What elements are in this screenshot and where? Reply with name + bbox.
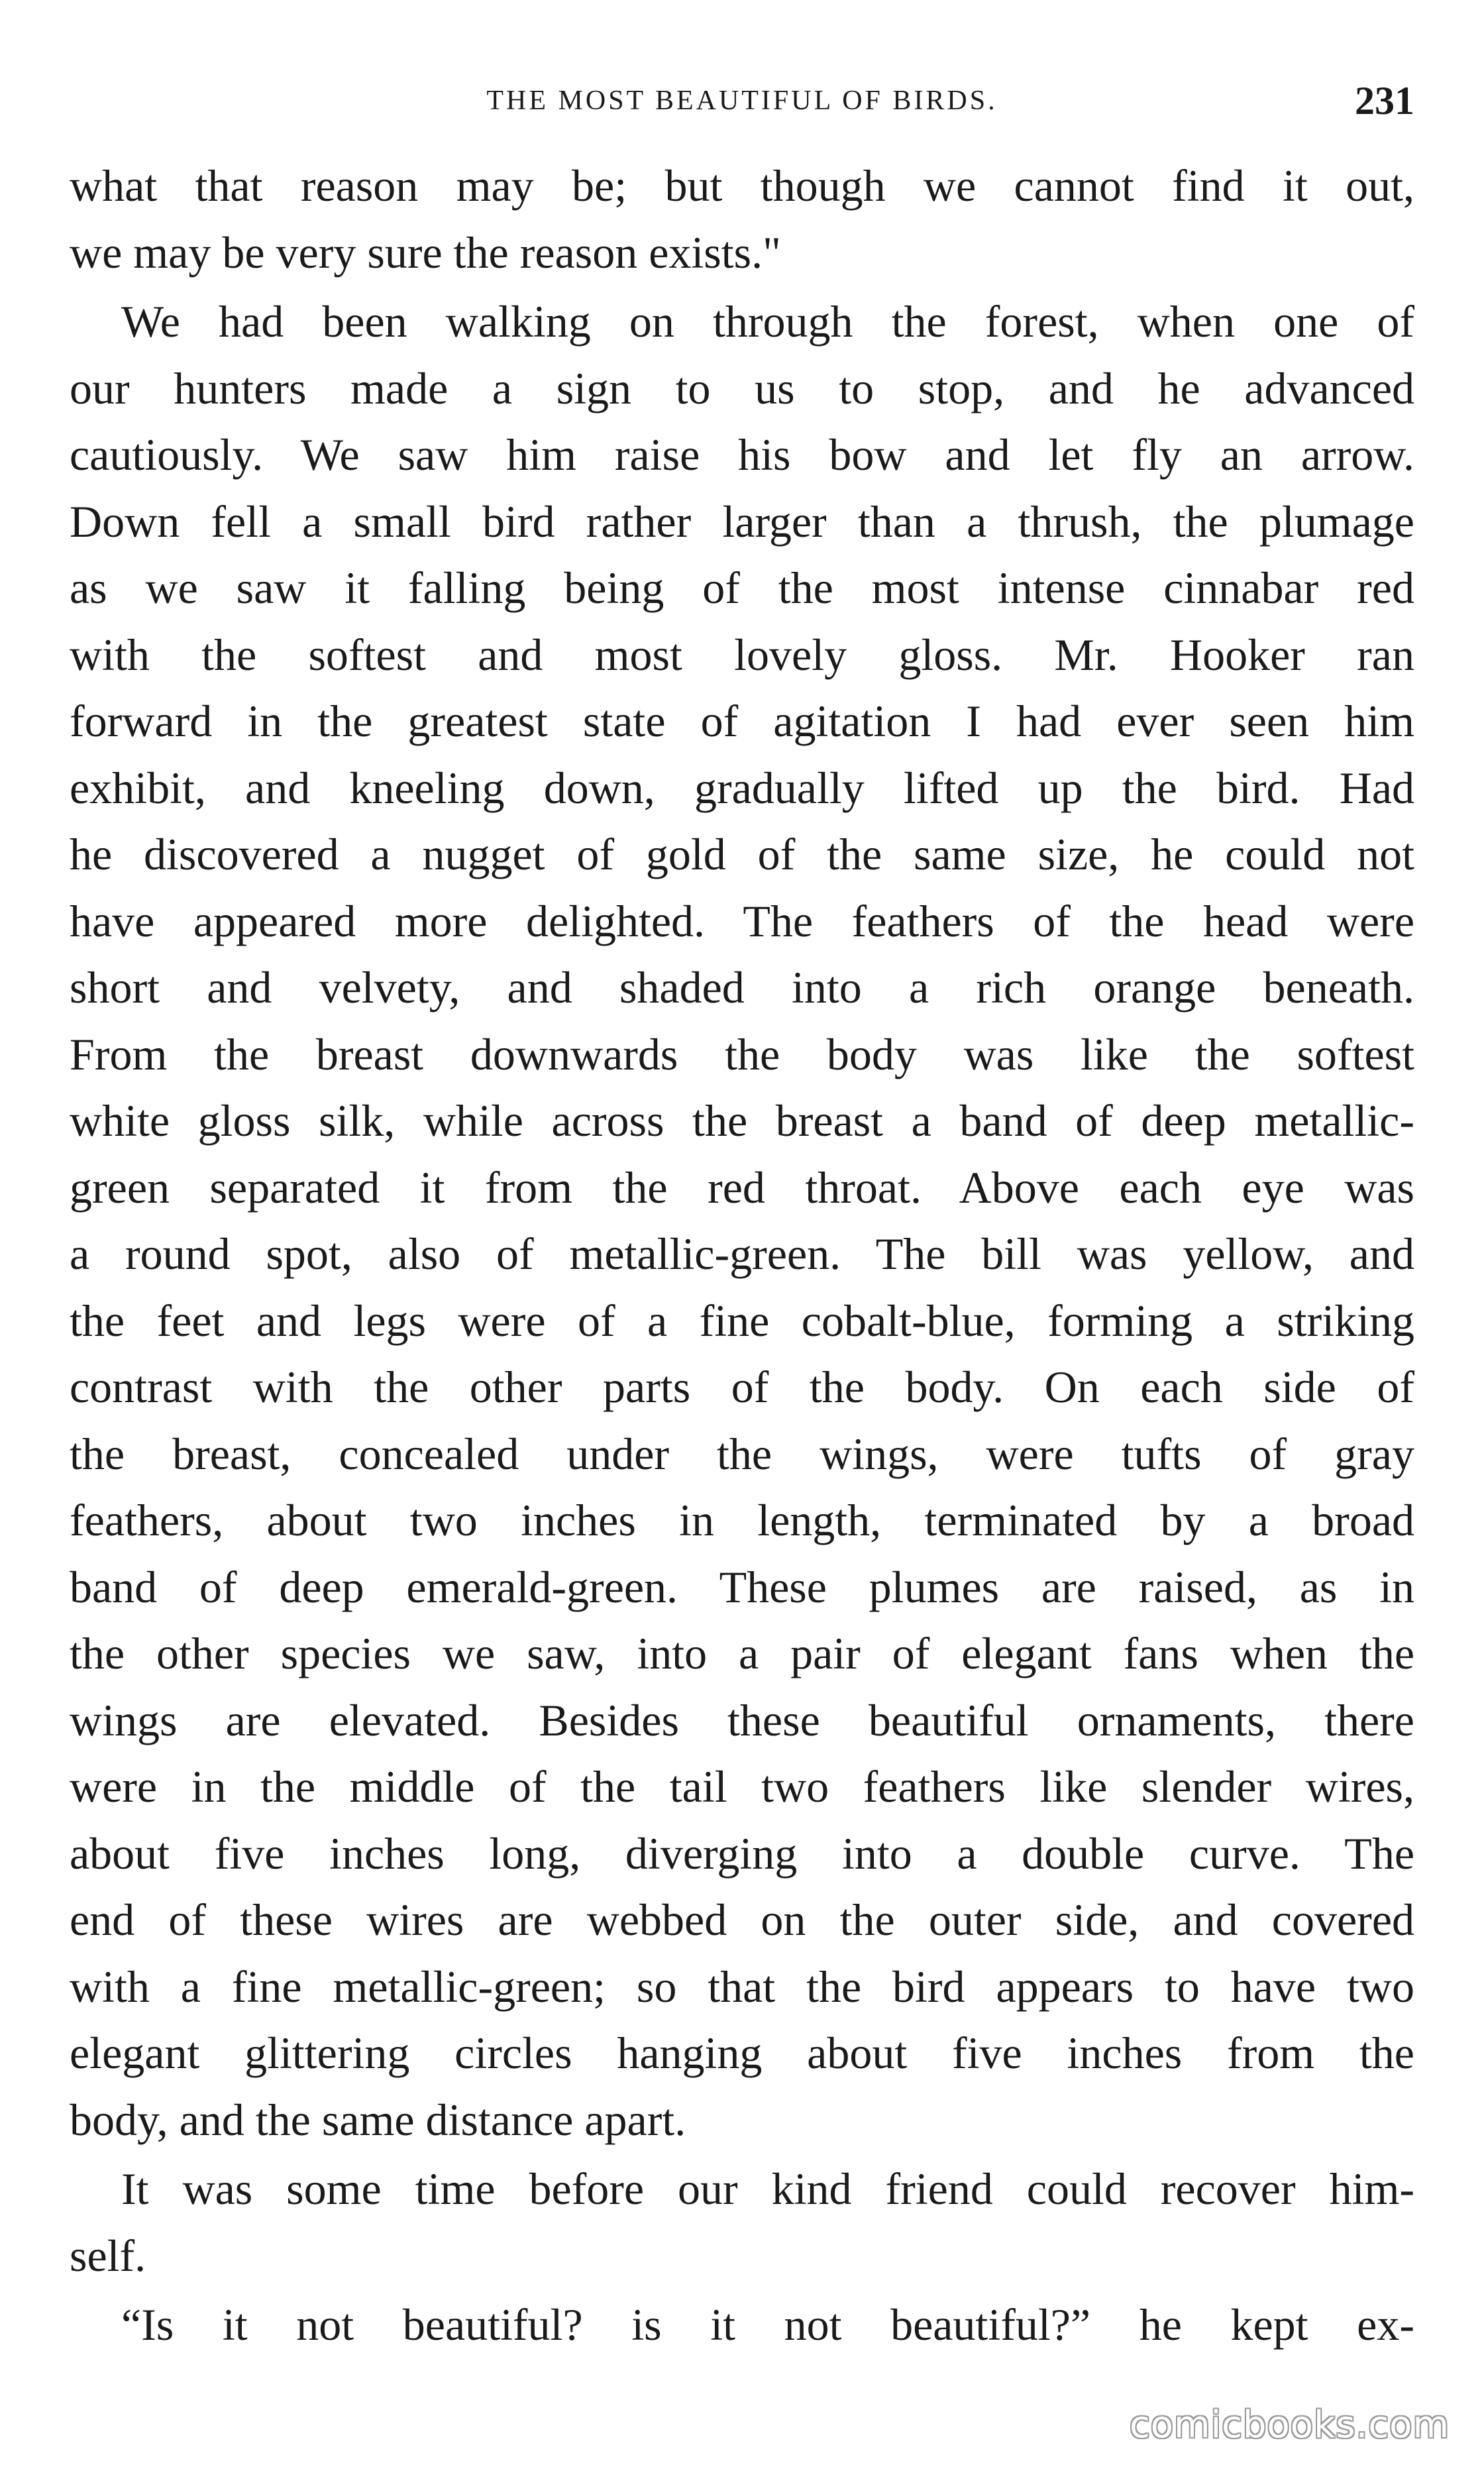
text-line: elegant glittering circles hanging about five inches from the [70,2028,1414,2078]
text-line: the other species we saw, into a pair of elegant fans when the [70,1628,1414,1678]
text-line: as we saw it falling being of the most intense cinnabar red [70,563,1414,613]
text-line: about five inches long, diverging into a double curve. The [70,1828,1414,1879]
text-line: he discovered a nugget of gold of the same size, he could not [70,829,1414,879]
text-line: Down fell a small bird rather larger than a thrush, the plumage [70,496,1414,547]
page-number: 231 [1355,79,1414,123]
watermark-logo: comicbooks.com [1129,2403,1450,2446]
text-line: From the breast downwards the body was like the softest [70,1028,1414,1079]
text-line: were in the middle of the tail two feathers like slender wires, [70,1761,1414,1812]
text-line: body, and the same distance apart. [70,2094,686,2145]
text-line: with a fine metallic-green; so that the bird appears to have two [70,1961,1414,2012]
text-line: We had been walking on through the forest, when one of [121,296,1414,347]
paragraph [70,152,1414,286]
text-line: band of deep emerald-green. These plumes are raised, as in [70,1561,1414,1612]
body-text [70,152,1414,2358]
text-line: what that reason may be; but though we cannot find it out, [70,160,1414,211]
text-line: It was some time before our kind friend could recover him- [121,2164,1414,2214]
text-line: contrast with the other parts of the body. On each side of [70,1362,1414,1412]
running-title: THE MOST BEAUTIFUL OF BIRDS. [486,85,998,116]
paragraph [70,2156,1414,2289]
text-line: have appeared more delighted. The feathers of the head were [70,895,1414,946]
text-line: cautiously. We saw him raise his bow and let fly an arrow. [70,429,1414,480]
text-line: with the softest and most lovely gloss. Mr. Hooker ran [70,629,1414,680]
text-line: green separated it from the red throat. Above each eye was [70,1162,1414,1213]
text-line: we may be very sure the reason exists." [70,227,781,278]
paragraph [70,2291,1414,2358]
text-line: “Is it not beautiful? is it not beautiful?” he kept ex- [121,2299,1414,2350]
text-line: our hunters made a sign to us to stop, and he advanced [70,362,1414,413]
text-line: exhibit, and kneeling down, gradually lifted up the bird. Had [70,762,1414,813]
text-line: the breast, concealed under the wings, were tufts of gray [70,1428,1414,1479]
text-line: forward in the greatest state of agitation I had ever seen him [70,696,1414,746]
text-line: feathers, about two inches in length, terminated by a broad [70,1495,1414,1545]
text-line: short and velvety, and shaded into a rich orange beneath. [70,962,1414,1013]
text-line: wings are elevated. Besides these beautiful ornaments, there [70,1694,1414,1745]
paragraph [70,288,1414,2153]
text-line: end of these wires are webbed on the outer side, and covered [70,1895,1414,1945]
text-line: self. [70,2230,146,2281]
text-line: white gloss silk, while across the breast a band of deep metallic- [70,1095,1414,1146]
text-line: the feet and legs were of a fine cobalt-blue, forming a striking [70,1295,1414,1346]
running-head [70,78,1414,125]
text-line: a round spot, also of metallic-green. The bill was yellow, and [70,1229,1414,1279]
